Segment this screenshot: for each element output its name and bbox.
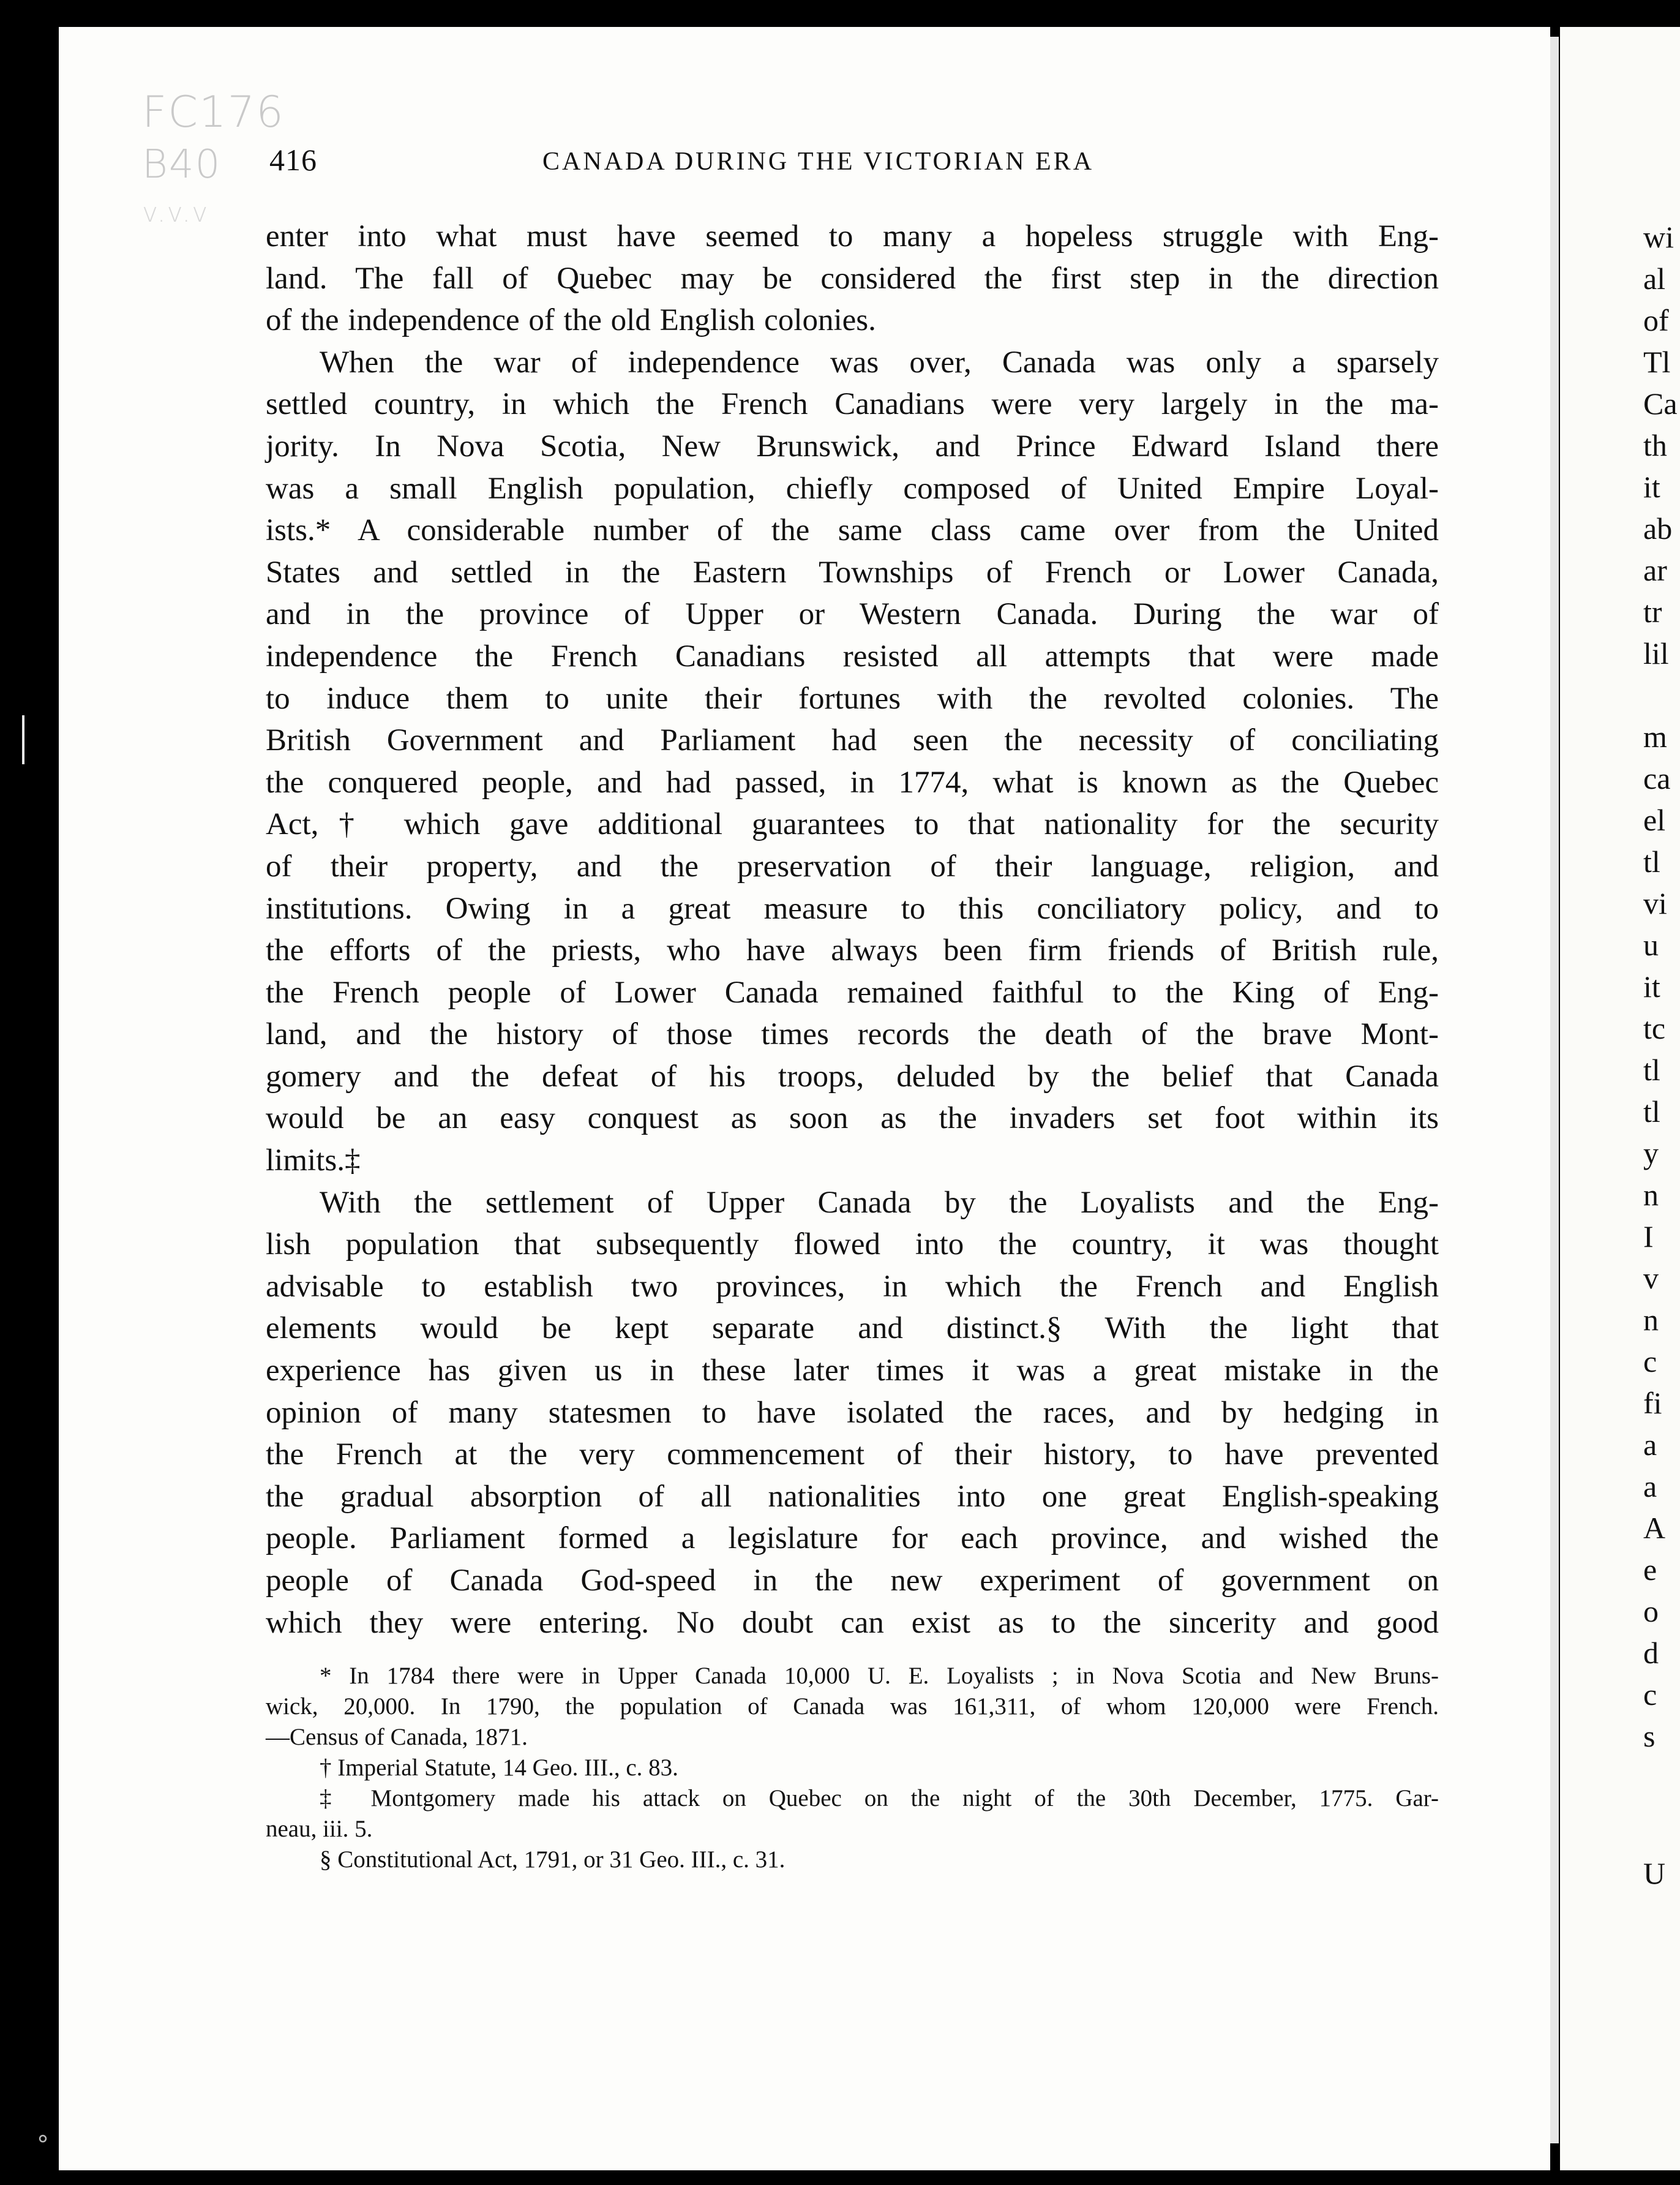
corner-scan-mark: ° [37,2131,49,2159]
pencil-call-number: FC176 [142,87,285,137]
facing-page-fragment: el [1643,803,1666,837]
facing-page-fragment: Tl [1643,345,1671,379]
body-line: institutions. Owing in a great measure to this conciliatory policy, and to [266,891,1439,926]
body-line: the efforts of the priests, who have always been firm friends of British rule, [266,933,1439,968]
facing-page-fragment: I [1643,1219,1654,1254]
page-gutter [1550,37,1559,2143]
body-line: opinion of many statesmen to have isolated the races, and by hedging in [266,1395,1439,1430]
body-line: advisable to establish two provinces, in which the French and English [266,1269,1439,1304]
facing-page-fragment: tl [1643,1053,1660,1087]
body-text [266,216,1439,1644]
body-line: the gradual absorption of all nationalities into one great English-speaking [266,1479,1439,1514]
facing-page-fragment: c [1643,1344,1657,1378]
body-line: of the independence of the old English colonies. [266,303,876,338]
running-head: CANADA DURING THE VICTORIAN ERA [542,148,1095,176]
facing-page-fragment: ca [1643,761,1671,795]
facing-page-fragment: tr [1643,595,1662,629]
facing-page-fragment: Ca [1643,386,1678,421]
facing-page-fragment: e [1643,1552,1657,1587]
facing-page-fragment: v [1643,1261,1659,1295]
facing-page-fragment: c [1643,1677,1657,1712]
facing-page-fragment: s [1643,1719,1656,1753]
footnote-line: * In 1784 there were in Upper Canada 10,000 U. E. Loyalists ; in Nova Scotia and New Bruns- [320,1663,1439,1689]
body-line: the French at the very commencement of their history, to have prevented [266,1437,1439,1472]
body-line: British Government and Parliament had seen the necessity of conciliating [266,723,1439,758]
body-line: enter into what must have seemed to many a hopeless struggle with Eng- [266,219,1439,254]
facing-page-fragment: tl [1643,844,1660,879]
body-line: of their property, and the preservation of their language, religion, and [266,849,1439,884]
body-line: to induce them to unite their fortunes with the revolted colonies. The [266,681,1439,716]
body-line: experience has given us in these later times it was a great mistake in the [266,1353,1439,1388]
facing-page-edge [1560,27,1680,2170]
body-line: the French people of Lower Canada remained faithful to the King of Eng- [266,975,1439,1010]
facing-page-fragment: m [1643,720,1667,754]
facing-page-fragment: a [1643,1427,1657,1462]
facing-page-fragment: of [1643,303,1669,337]
facing-page-fragment: al [1643,261,1666,296]
facing-page-fragment: ab [1643,511,1673,546]
facing-page-fragment: o [1643,1594,1659,1628]
body-line: settled country, in which the French Canadians were very largely in the ma- [266,387,1439,422]
body-line: land. The fall of Quebec may be considered the first step in the direction [266,261,1439,296]
body-line: Act,† which gave additional guarantees to that nationality for the security [266,807,1439,842]
facing-page-fragment: A [1643,1511,1666,1545]
facing-page-fragment: U [1643,1856,1666,1890]
footnote-line: —Census of Canada, 1871. [266,1724,528,1750]
facing-page-fragment: tc [1643,1011,1666,1045]
facing-page-fragment: wi [1643,220,1674,254]
facing-page-fragment: tl [1643,1094,1660,1129]
body-line: would be an easy conquest as soon as the invaders set foot within its [266,1101,1439,1136]
facing-page-fragment: n [1643,1303,1659,1337]
body-line: States and settled in the Eastern Townships of French or Lower Canada, [266,555,1439,590]
body-line: and in the province of Upper or Western Canada. During the war of [266,597,1439,632]
body-line: independence the French Canadians resisted all attempts that were made [266,639,1439,674]
facing-page-fragment: fi [1643,1386,1662,1420]
body-line: When the war of independence was over, Canada was only a sparsely [320,345,1439,380]
facing-page-fragment: lil [1643,636,1669,671]
pencil-volume-mark: v.v.v [142,197,209,228]
footnote-line: wick, 20,000. In 1790, the population of Canada was 161,311, of whom 120,000 were French. [266,1693,1439,1720]
body-line: land, and the history of those times records the death of the brave Mont- [266,1017,1439,1052]
facing-page-fragment: th [1643,428,1667,462]
page-number: 416 [269,143,317,177]
facing-page-fragment: it [1643,470,1660,504]
body-line: limits.‡ [266,1143,361,1178]
body-line: elements would be kept separate and distinct.§ With the light that [266,1311,1439,1346]
body-line: was a small English population, chiefly composed of United Empire Loyal- [266,471,1439,506]
body-line: the conquered people, and had passed, in 1774, what is known as the Quebec [266,765,1439,800]
body-line: people of Canada God-speed in the new experiment of government on [266,1563,1439,1598]
facing-page-fragment: d [1643,1636,1659,1670]
footnote-line: neau, iii. 5. [266,1816,373,1842]
facing-page-fragment: ar [1643,553,1667,587]
facing-page-fragment: n [1643,1178,1659,1212]
footnote-line: § Constitutional Act, 1791, or 31 Geo. III., c. 31. [320,1846,786,1873]
body-line: which they were entering. No doubt can exist as to the sincerity and good [266,1605,1439,1640]
body-line: gomery and the defeat of his troops, deluded by the belief that Canada [266,1059,1439,1094]
facing-page-fragment: a [1643,1469,1657,1503]
body-line: With the settlement of Upper Canada by the Loyalists and the Eng- [320,1185,1439,1220]
left-edge-mark [22,715,24,764]
facing-page-fragment: u [1643,928,1659,962]
body-line: people. Parliament formed a legislature for each province, and wished the [266,1521,1439,1556]
footnote-line: ‡ Montgomery made his attack on Quebec on the night of the 30th December, 1775. Gar- [320,1785,1439,1811]
body-line: lish population that subsequently flowed into the country, it was thought [266,1227,1439,1262]
footnotes [266,1661,1439,1875]
facing-page-fragment: vi [1643,886,1667,920]
body-line: ists.* A considerable number of the same class came over from the United [266,513,1439,548]
pencil-call-number-suffix: B40 [142,142,222,187]
body-line: jority. In Nova Scotia, New Brunswick, and Prince Edward Island there [266,429,1439,464]
footnote-line: † Imperial Statute, 14 Geo. III., c. 83. [320,1754,678,1781]
facing-page-fragment: it [1643,969,1660,1004]
facing-page-fragment: y [1643,1136,1659,1170]
